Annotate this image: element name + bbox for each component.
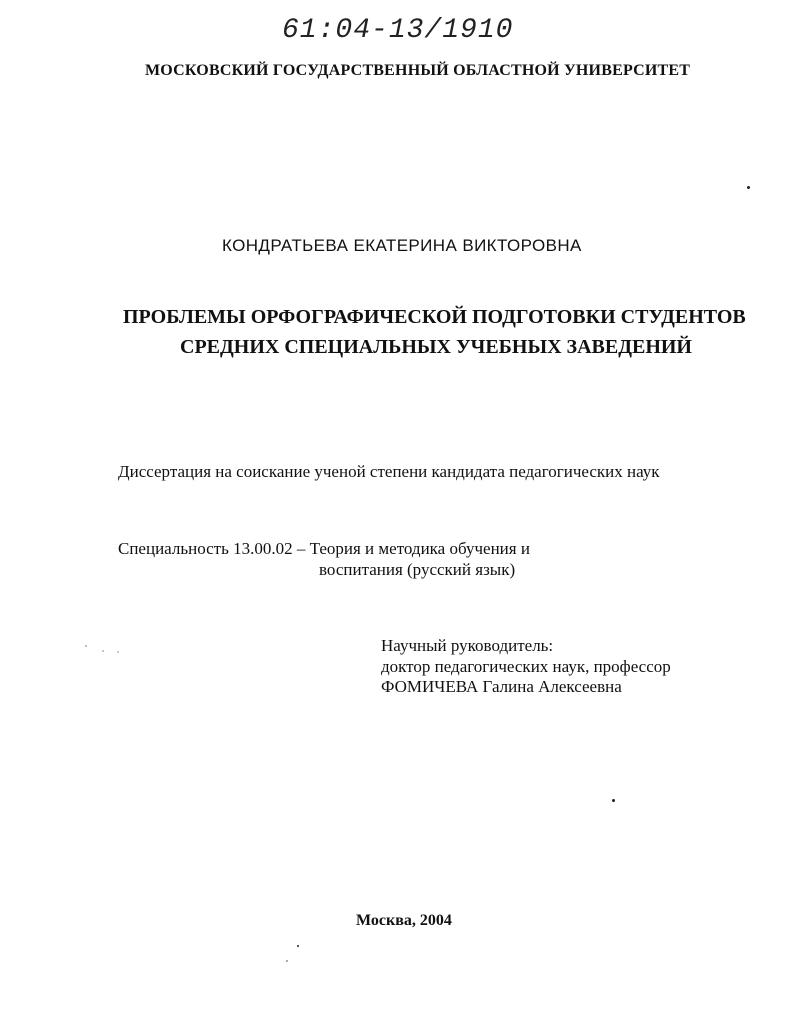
supervisor-label: Научный руководитель:	[381, 636, 554, 655]
university-name: МОСКОВСКИЙ ГОСУДАРСТВЕННЫЙ ОБЛАСТНОЙ УНИВЕРСИТЕТ	[145, 62, 691, 79]
author-name: КОНДРАТЬЕВА ЕКАТЕРИНА ВИКТОРОВНА	[222, 236, 582, 255]
place-and-year: Москва, 2004	[356, 912, 452, 929]
specialty-line-1: Специальность 13.00.02 – Теория и методика обучения и	[118, 539, 530, 558]
dissertation-title-line-2: СРЕДНИХ СПЕЦИАЛЬНЫХ УЧЕБНЫХ ЗАВЕДЕНИЙ	[180, 336, 692, 358]
scan-speck	[747, 186, 750, 189]
supervisor-name: ФОМИЧЕВА Галина Алексеевна	[381, 677, 622, 696]
scan-speck	[286, 960, 288, 962]
scan-speck	[117, 651, 119, 653]
dissertation-title-line-1: ПРОБЛЕМЫ ОРФОГРАФИЧЕСКОЙ ПОДГОТОВКИ СТУДЕНТОВ	[123, 306, 746, 328]
supervisor-degree: доктор педагогических наук, профессор	[381, 657, 671, 676]
dissertation-degree-text: Диссертация на соискание ученой степени кандидата педагогических наук	[118, 462, 660, 481]
specialty-line-2: воспитания (русский язык)	[319, 560, 516, 579]
scan-speck	[85, 645, 87, 647]
scan-speck	[612, 799, 615, 802]
scan-speck	[297, 945, 299, 947]
catalog-number: 61:04-13/1910	[282, 15, 514, 46]
scan-speck	[102, 650, 104, 652]
